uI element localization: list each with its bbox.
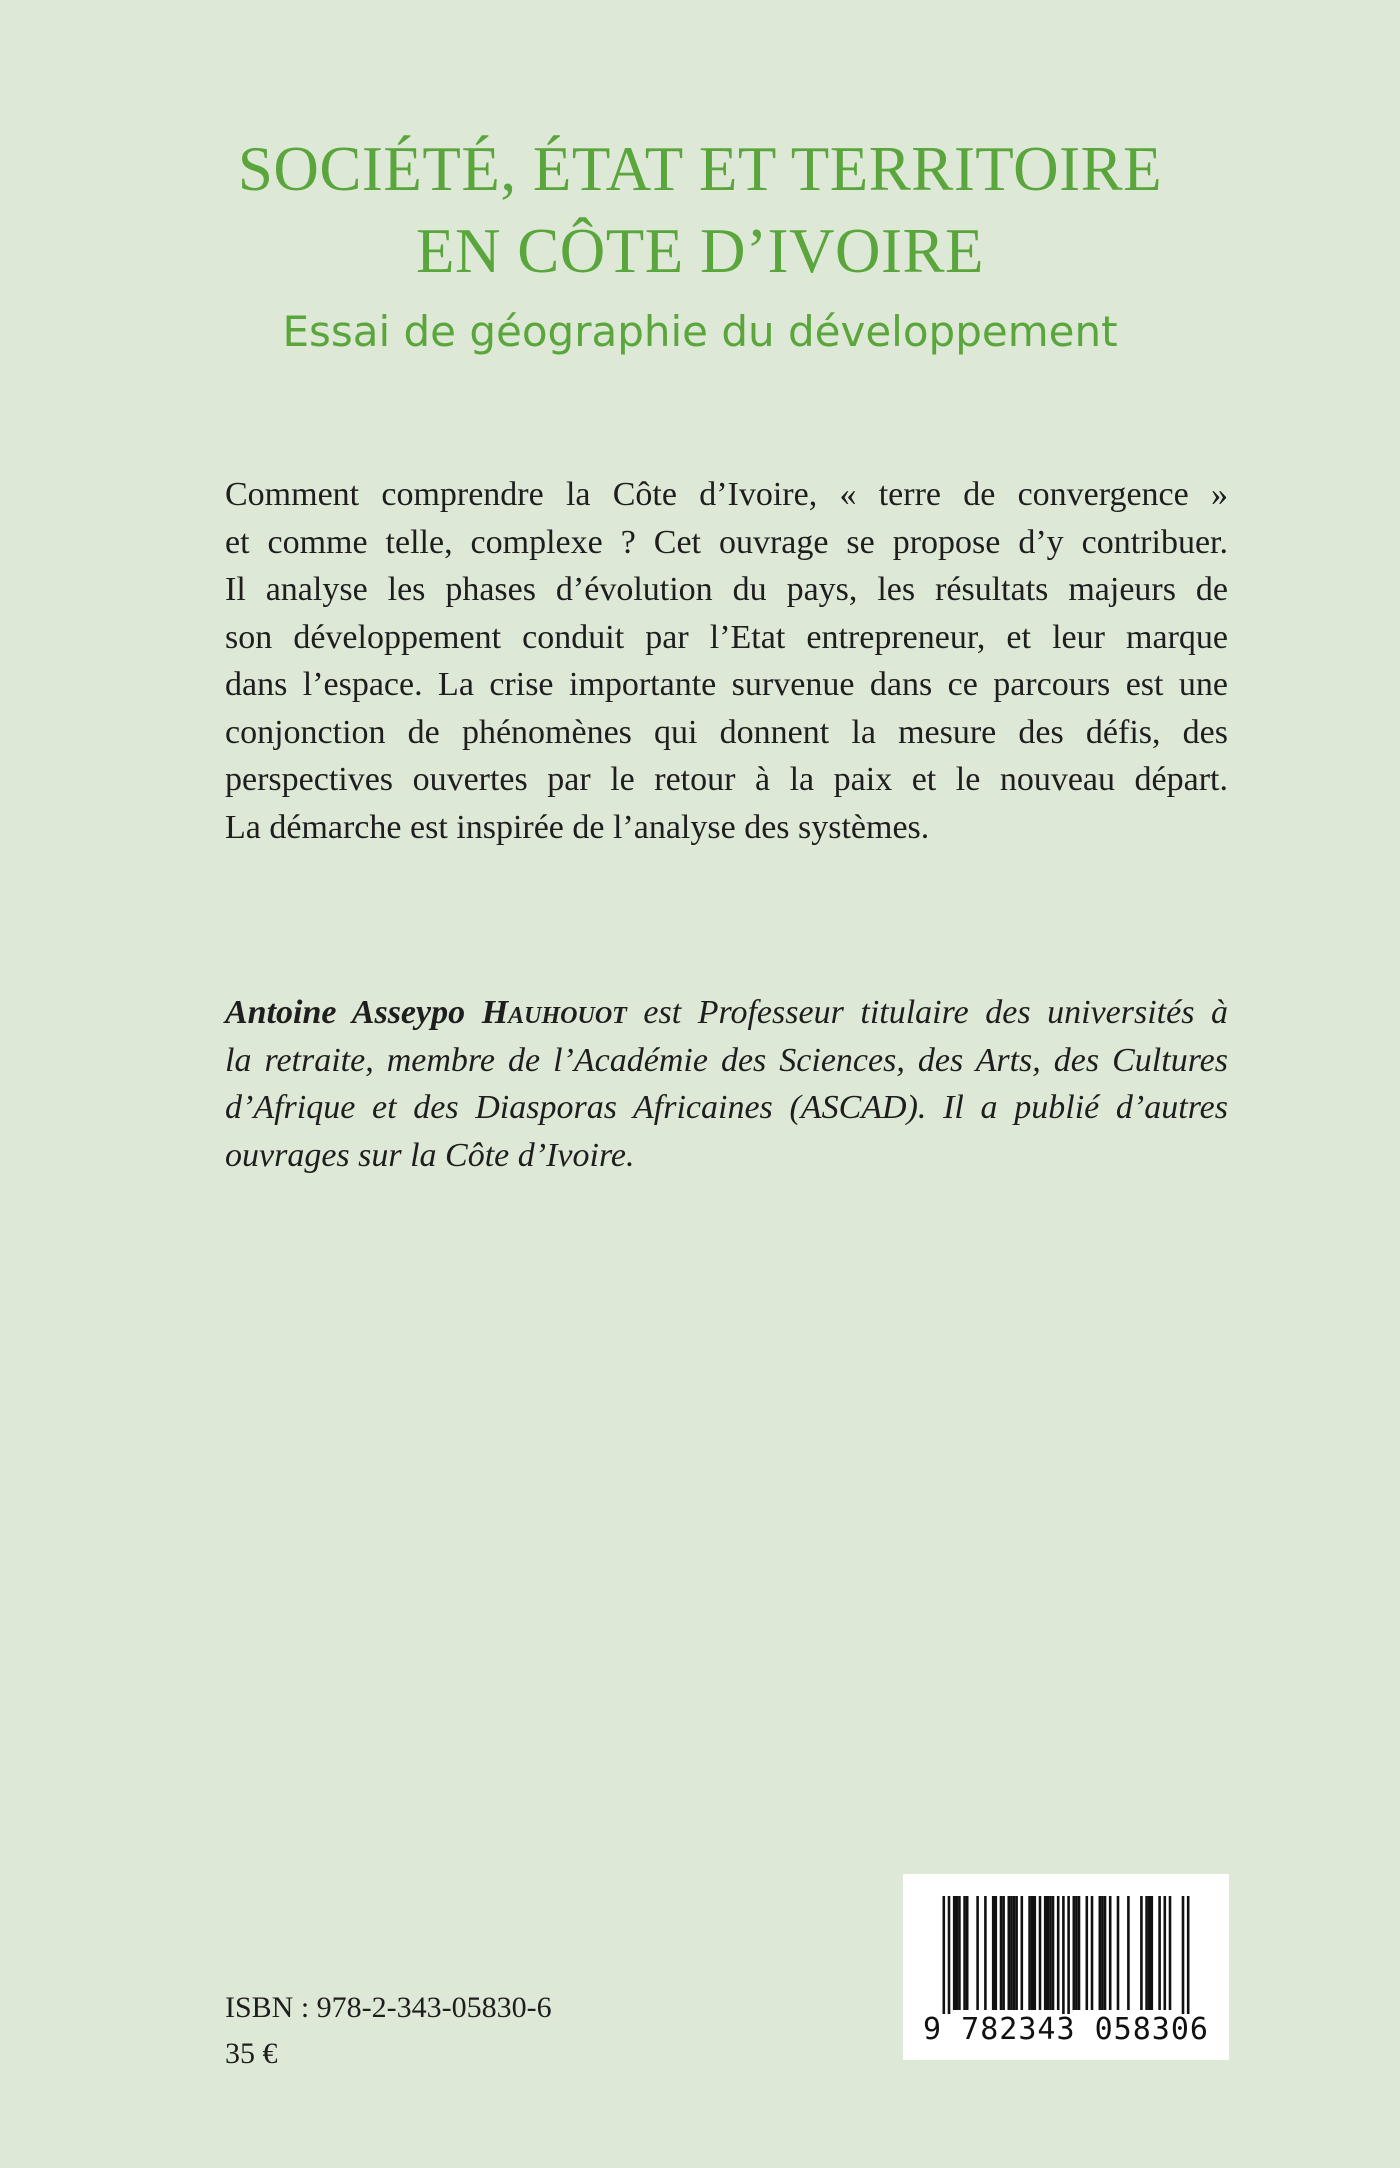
barcode-bar (1140, 1896, 1143, 2010)
barcode-bar (1127, 1896, 1130, 2010)
summary-line: son développement conduit par l’Etat entrepreneur, et leur marque (225, 618, 1228, 656)
barcode-bar (1031, 1896, 1034, 2010)
barcode-bar (1034, 1896, 1037, 2010)
barcode-bar (1021, 1896, 1024, 2010)
barcode (903, 1874, 1229, 2060)
bio-line: ouvrages sur la Côte d’Ivoire. (225, 1136, 635, 1174)
barcode-bar (1164, 1896, 1167, 2010)
barcode-bar (1000, 1896, 1003, 2010)
barcode-bar (1117, 1896, 1120, 2010)
barcode-bar (1044, 1896, 1047, 2010)
barcode-bar (992, 1896, 995, 2010)
barcode-bar (1091, 1896, 1094, 2010)
barcode-bar (1073, 1896, 1076, 2010)
summary-line: Il analyse les phases d’évolution du pays, les résultats majeurs de (225, 571, 1228, 608)
barcode-bar (1039, 1896, 1042, 2010)
summary-line: Comment comprendre la Côte d’Ivoire, « terre de convergence » (225, 476, 1228, 513)
barcode-bar (1062, 1896, 1065, 2014)
bio-line: d’Afrique et des Diasporas Africaines (ASCAD). Il a publié d’autres (225, 1089, 1228, 1126)
barcode-bar (1148, 1896, 1151, 2010)
summary-line: dans l’espace. La crise importante survenue dans ce parcours est une (225, 666, 1228, 703)
barcode-bar (943, 1896, 946, 2014)
author-bio (225, 989, 1228, 1179)
barcode-bar (948, 1896, 951, 2014)
bio-line (225, 989, 1228, 1037)
bio-line: la retraite, membre de l’Académie des Sciences, des Arts, des Cultures (225, 1041, 1228, 1079)
barcode-bar (1086, 1896, 1089, 2010)
barcode-bar (1057, 1896, 1060, 2010)
book-title-line-2: EN CÔTE D’IVOIRE (416, 216, 984, 286)
barcode-bar (1002, 1896, 1005, 2010)
barcode-bar (1182, 1896, 1185, 2014)
summary-line: perspectives ouvertes par le retour à la paix et le nouveau départ. (225, 761, 1228, 798)
summary-line: La démarche est inspirée de l’analyse des systèmes. (225, 808, 930, 846)
barcode-bar (1052, 1896, 1055, 2010)
barcode-bar (1028, 1896, 1031, 2010)
barcode-bar (1008, 1896, 1011, 2010)
barcode-bar (1010, 1896, 1013, 2010)
barcode-bar (1049, 1896, 1052, 2010)
barcode-bar (1099, 1896, 1102, 2010)
barcode-bar (963, 1896, 966, 2010)
barcode-digits: 9 782343 058306 (923, 2012, 1209, 2047)
barcode-bar (1158, 1896, 1161, 2010)
barcode-bar (966, 1896, 969, 2010)
barcode-bar (1104, 1896, 1107, 2010)
bio-first-line-text: est Professeur titulaire des universités à (626, 994, 1229, 1031)
barcode-bar (1145, 1896, 1148, 2010)
isbn-text: ISBN : 978-2-343-05830-6 (225, 1991, 552, 2024)
barcode-bar (984, 1896, 987, 2010)
barcode-bars (903, 1874, 1229, 2014)
barcode-bar (1013, 1896, 1016, 2010)
barcode-bar (1169, 1896, 1172, 2010)
book-subtitle: Essai de géographie du développement (282, 307, 1118, 356)
barcode-bar (956, 1896, 959, 2010)
title-block (0, 128, 1400, 362)
book-title-line-1: SOCIÉTÉ, ÉTAT ET TERRITOIRE (237, 134, 1163, 204)
barcode-bar (995, 1896, 998, 2010)
price-text: 35 € (225, 2037, 278, 2070)
book-summary (225, 471, 1228, 851)
barcode-bar (1015, 1896, 1018, 2010)
barcode-bar (953, 1896, 956, 2010)
summary-line: et comme telle, complexe ? Cet ouvrage se propose d’y contribuer. (225, 523, 1228, 561)
barcode-bar (1101, 1896, 1104, 2010)
barcode-bar (958, 1896, 961, 2010)
barcode-bar (976, 1896, 979, 2010)
barcode-bar (1187, 1896, 1190, 2014)
barcode-bar (1078, 1896, 1081, 2010)
barcode-bar (1067, 1896, 1070, 2014)
author-surname: Hauhouot (481, 994, 627, 1031)
barcode-bar (1109, 1896, 1112, 2010)
barcode-bar (1151, 1896, 1154, 2010)
barcode-bar (1047, 1896, 1050, 2010)
summary-line: conjonction de phénomènes qui donnent la mesure des défis, des (225, 713, 1228, 751)
author-given-names: Antoine Asseypo (225, 994, 466, 1031)
barcode-bar (1075, 1896, 1078, 2010)
